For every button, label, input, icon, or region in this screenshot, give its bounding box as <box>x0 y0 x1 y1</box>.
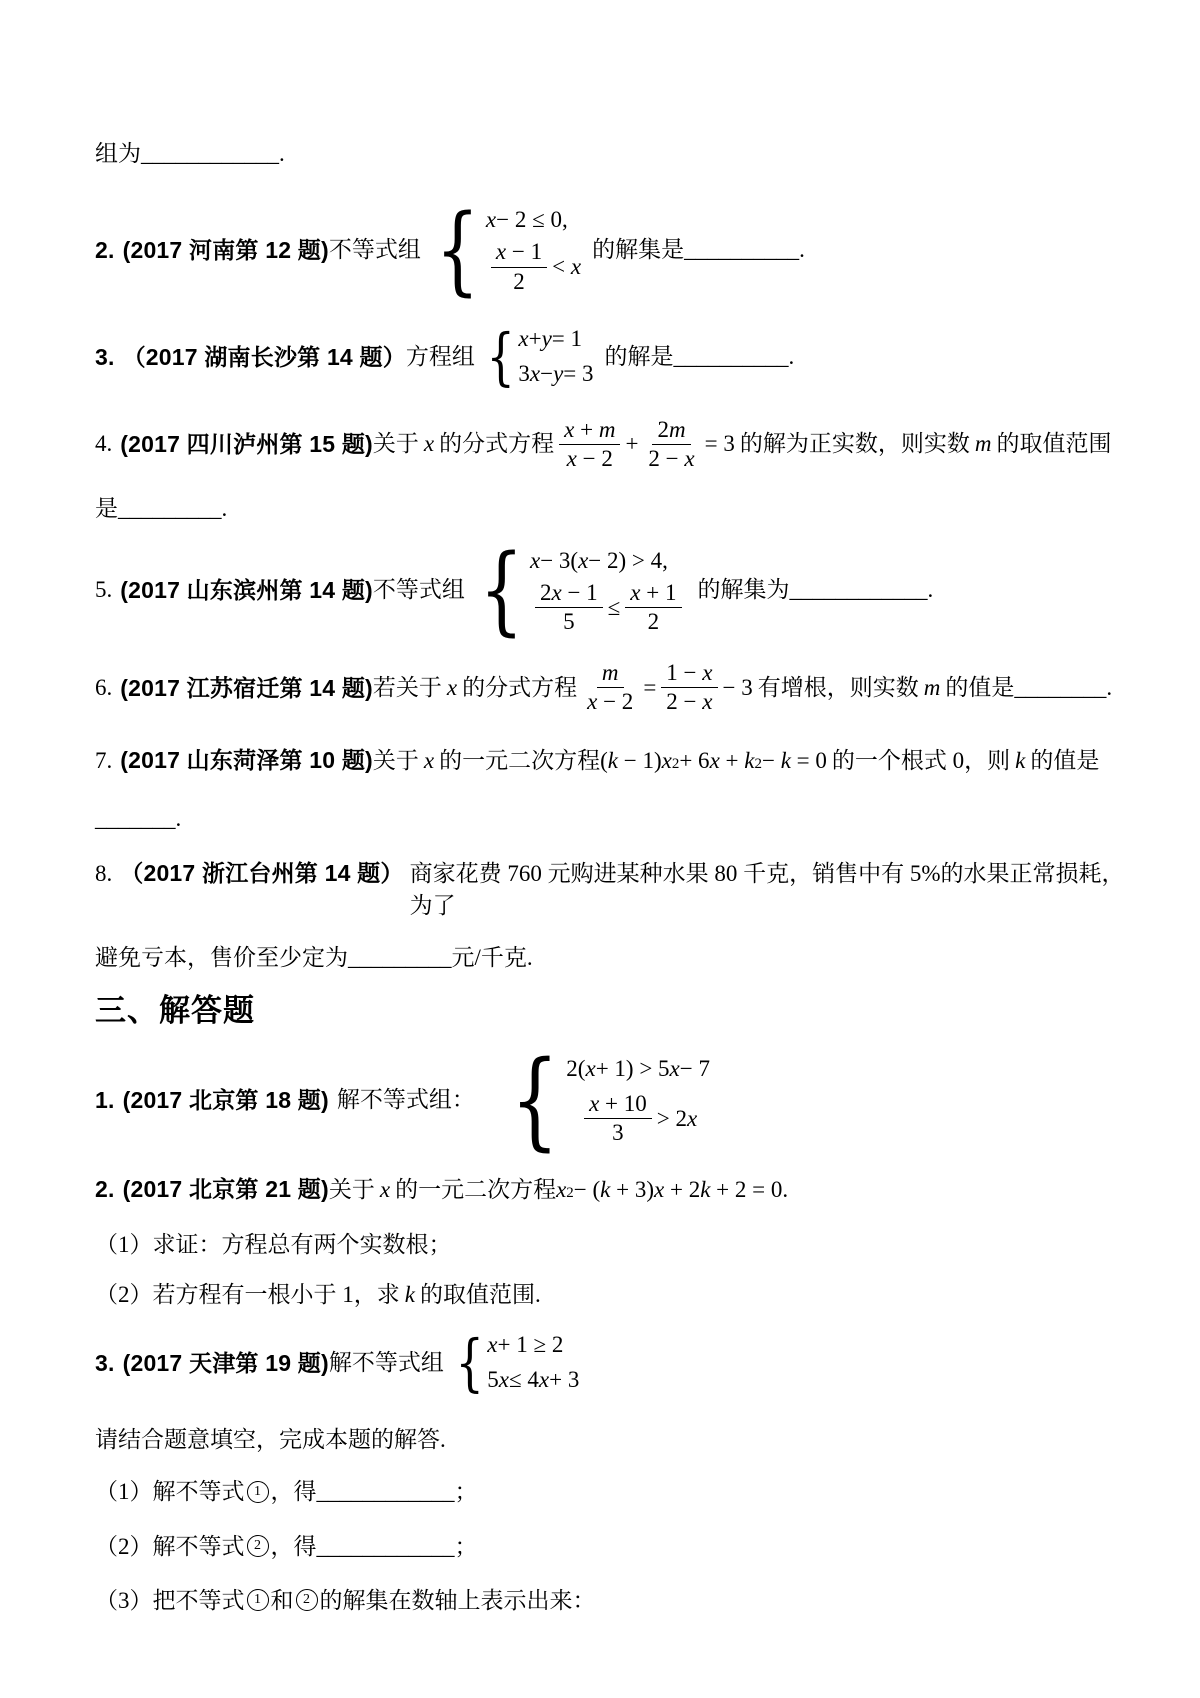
fill-q8-source-tag: （2017 浙江台州第 14 题） <box>120 860 404 886</box>
fill-q3-row <box>95 323 1130 390</box>
left-brace <box>455 1335 483 1391</box>
fill-q4-post: 的解为正实数，则实数 <box>739 431 970 457</box>
system-line-1: x + y = 1 <box>518 326 583 352</box>
solve-q3-note <box>95 1424 1130 1456</box>
circled-2-icon: 2 <box>247 1535 269 1557</box>
solve-q1-number: 1. <box>95 1086 115 1113</box>
period: . <box>279 141 285 166</box>
fraction: $\frac{x - 1}{2}$ <box>491 239 547 295</box>
fill-q7-post: 的一个根式 0，则 <box>831 747 1011 773</box>
answer-blank: ____________ <box>316 1479 455 1505</box>
fill-q8-line2 <box>95 942 1130 974</box>
plus-operator: + <box>625 431 639 457</box>
fraction: $\frac{2x - 1}{5}$ <box>535 580 603 636</box>
quadratic-expr-2: + 6x + k <box>679 747 755 773</box>
inequality-system <box>471 545 687 636</box>
solve-q3-row <box>95 1329 1130 1396</box>
solve-q3-step2-mid: ，得 <box>270 1533 317 1559</box>
fill-q7-answer-line <box>95 803 1130 835</box>
solve-q3-lead: 解不等式组 <box>328 1349 444 1375</box>
fill-q2-source-tag: (2017 河南第 12 题) <box>122 236 329 263</box>
solve-q3-step3-text3: 的解集在数轴上表示出来： <box>319 1587 596 1613</box>
answer-blank: _________ <box>118 495 222 521</box>
fill-q4-row <box>95 417 1130 473</box>
solve-q2-lead2: 的一元二次方程 <box>395 1177 557 1203</box>
fill-q5-source-tag: (2017 山东滨州第 14 题) <box>120 577 373 604</box>
fill-q4-lead2: 的分式方程 <box>439 431 555 457</box>
fill-q6-post: 有增根，则实数 <box>757 674 919 700</box>
fill-q6-lead2: 的分式方程 <box>462 674 578 700</box>
fill-q5-row <box>95 545 1130 636</box>
solve-q1-source-tag: (2017 北京第 18 题) <box>122 1086 329 1113</box>
circled-1-icon: 1 <box>247 1481 269 1503</box>
fill-q8-row <box>95 857 1130 922</box>
quadratic-expr-1: (k − 1)x <box>600 747 672 773</box>
period: . <box>788 343 795 369</box>
answer-blank: _______ <box>95 805 176 831</box>
period: . <box>799 236 805 262</box>
solve-q2-part2-text2: 的取值范围. <box>419 1281 541 1307</box>
fill-q7-post2: 的值是 <box>1030 747 1100 773</box>
minus-three: − 3 <box>722 674 753 700</box>
section-title: 三、解答题 <box>95 992 255 1028</box>
variable-k: k <box>1015 747 1026 773</box>
answer-blank: ____________ <box>141 141 279 166</box>
fill-q2-post: 的解集是 <box>592 236 685 262</box>
answer-blank: ____________ <box>316 1533 455 1559</box>
solve-q1-row <box>95 1052 1130 1147</box>
system-line-1: x − 2 ≤ 0, <box>485 207 568 233</box>
system-line-2: 3 x − y = 3 <box>518 361 594 387</box>
quadratic-expr-3: − k = 0 <box>761 747 827 773</box>
system-line-1: 2( x + 1) > 5 x − 7 <box>566 1055 710 1081</box>
fill-q4-source-tag: (2017 四川泸州第 15 题) <box>120 431 373 458</box>
period: . <box>782 1177 789 1203</box>
fraction: $\frac{m}{x - 2}$ <box>587 659 634 715</box>
solve-q2-lead: 关于 <box>328 1177 375 1203</box>
fill-q7-lead2: 的一元二次方程 <box>439 747 601 773</box>
fraction: $\frac{1 - x}{2 - x}$ <box>661 660 717 716</box>
solve-q3-step2 <box>95 1531 1130 1563</box>
fill-q4-lead: 关于 <box>372 431 419 457</box>
variable-x: x <box>379 1177 391 1203</box>
fraction: $\frac{x + 1}{2}$ <box>625 580 681 636</box>
solve-q2-source-tag: (2017 北京第 21 题) <box>122 1176 329 1203</box>
inequality-system <box>501 1052 710 1147</box>
fill-q2-number: 2. <box>95 236 115 263</box>
answer-blank: ________ <box>1014 674 1107 700</box>
solve-q1-lead: 解不等式组： <box>336 1086 475 1112</box>
left-brace <box>510 1052 559 1147</box>
variable-k: k <box>404 1281 415 1307</box>
fill-q1-answer-line <box>95 138 1130 170</box>
fill-q5-post: 的解集为 <box>697 577 790 603</box>
fill-q5-number: 5. <box>95 577 113 603</box>
system-line-1: x − 3( x − 2) > 4, <box>529 547 668 573</box>
solve-q2-number: 2. <box>95 1176 115 1203</box>
fill-q2-row <box>95 204 1130 295</box>
solve-q3-step1-mid: ，得 <box>270 1479 317 1505</box>
fraction: $\frac{2m}{2 - x}$ <box>648 416 695 472</box>
solve-q3-step1 <box>95 1476 1130 1508</box>
answer-blank: ____________ <box>789 577 928 603</box>
solve-q2-part1-text: （1）求证：方程总有两个实数根； <box>95 1231 452 1257</box>
solve-q3-step3-text1: （3）把不等式 <box>95 1587 245 1613</box>
circled-2-icon: 2 <box>296 1589 318 1611</box>
fill-q4-number: 4. <box>95 431 113 457</box>
period: . <box>175 805 182 831</box>
fill-q8-unit: 元/千克. <box>451 945 533 971</box>
fill-q4-answer-line <box>95 493 1130 525</box>
variable-m: m <box>923 674 941 700</box>
leq-operator: ≤ <box>607 594 621 620</box>
fill-q4-post2: 的取值范围 <box>996 431 1112 457</box>
left-brace <box>479 547 523 633</box>
system-line-2: 5 x ≤ 4 x + 3 <box>487 1367 580 1393</box>
solve-q2-row: 2. (2017 北京第 21 题) 关于 x 的一元二次方程 x 2 − (k + 3)x + 2k + 2 = 0 . <box>95 1173 1130 1206</box>
fill-q7-source-tag: (2017 山东菏泽第 10 题) <box>120 746 373 773</box>
period: . <box>1106 674 1113 700</box>
solve-q3-note-text: 请结合题意填空，完成本题的解答. <box>95 1427 446 1453</box>
answer-blank: __________ <box>684 236 800 262</box>
answer-blank: __________ <box>673 343 789 369</box>
fill-q6-row <box>95 660 1130 716</box>
solve-q2-part2 <box>95 1279 1130 1311</box>
fill-q3-number: 3. <box>95 343 115 370</box>
solve-q3-number: 3. <box>95 1349 115 1376</box>
fill-q6-post2: 的值是 <box>945 674 1015 700</box>
solve-q3-step3-text2: 和 <box>270 1587 294 1613</box>
circled-1-icon: 1 <box>247 1589 269 1611</box>
fill-q2-lead: 不等式组 <box>328 236 421 262</box>
variable-x: x <box>423 431 435 457</box>
semicolon: ； <box>454 1533 478 1559</box>
quadratic-expr-1: x <box>556 1177 567 1203</box>
equation-system <box>481 323 594 390</box>
solve-q3-step3 <box>95 1585 1130 1617</box>
period: . <box>927 577 934 603</box>
fill-q3-post: 的解是 <box>604 343 674 369</box>
fill-q6-lead: 若关于 <box>372 674 442 700</box>
left-brace <box>486 329 514 385</box>
answer-line-text: 组为 <box>95 141 141 166</box>
fraction: $\frac{x + m}{x - 2}$ <box>559 417 620 473</box>
left-brace <box>435 207 479 293</box>
solve-q3-source-tag: (2017 天津第 19 题) <box>122 1349 329 1376</box>
fill-q5-lead: 不等式组 <box>372 577 465 603</box>
fill-q7-number: 7. <box>95 747 113 773</box>
fill-q6-source-tag: (2017 江苏宿迁第 14 题) <box>120 674 373 701</box>
solve-q3-step1-text: （1）解不等式 <box>95 1479 245 1505</box>
system-line-2-rhs: > 2x <box>656 1105 698 1131</box>
fill-q7-lead: 关于 <box>372 747 419 773</box>
solve-q2-part1 <box>95 1229 1130 1261</box>
section-heading-row <box>95 989 1130 1032</box>
fill-q4-cont: 是 <box>95 495 118 521</box>
system-line-1: x + 1 ≥ 2 <box>487 1331 564 1357</box>
fraction: $\frac{x + 10}{3}$ <box>584 1091 652 1147</box>
equals-operator: = <box>643 674 657 700</box>
variable-x: x <box>423 747 435 773</box>
fill-q6-number: 6. <box>95 674 113 700</box>
semicolon: ； <box>454 1479 478 1505</box>
answer-blank: _________ <box>348 945 452 971</box>
period: . <box>221 495 228 521</box>
fill-q8-number: 8. <box>95 861 113 886</box>
fill-q7-row: 7. (2017 山东菏泽第 10 题) 关于 x 的一元二次方程 (k − 1)x 2 + 6x + k 2 − k = 0 的一个根式 0，则 k 的值是 <box>95 744 1130 777</box>
inequality-system <box>450 1329 580 1396</box>
quadratic-expr-2: − (k + 3)x + 2k + 2 = 0 <box>573 1177 783 1203</box>
fill-q3-lead: 方程组 <box>405 343 475 369</box>
variable-x: x <box>446 674 458 700</box>
solve-q2-part2-text: （2）若方程有一根小于 1，求 <box>95 1281 400 1307</box>
inequality-system <box>427 204 581 295</box>
solve-q3-step2-text: （2）解不等式 <box>95 1533 245 1559</box>
variable-m: m <box>974 431 992 457</box>
fill-q3-source-tag: （2017 湖南长沙第 14 题） <box>122 343 406 370</box>
equals-rhs: = 3 <box>704 431 735 457</box>
fill-q8-text-line1: 商家花费 760 元购进某种水果 80 千克，销售中有 5%的水果正常损耗，为了 <box>409 861 1125 919</box>
fill-q8-text-line2: 避免亏本，售价至少定为 <box>95 945 348 971</box>
system-line-2-rhs: < x <box>552 254 582 280</box>
